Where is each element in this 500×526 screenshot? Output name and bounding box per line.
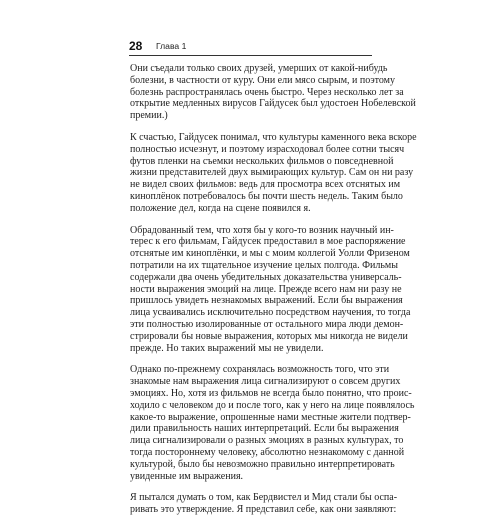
text-line: ности выражения эмоций на лице. Прежде всего нам ни разу не xyxy=(130,283,402,295)
text-line: лица усваивались исключительно посредством научения, то тогда xyxy=(130,307,411,319)
text-line: потратили на их тщательное изучение целых полгода. Фильмы xyxy=(130,259,398,271)
text-line: знакомые нам выражения лица сигнализируют о совсем других xyxy=(130,376,401,388)
text-line: дили правильность наших интерпретаций. Если бы выражения xyxy=(130,423,399,435)
text-line: ходило с человеком до и после того, как у него на лице появлялось xyxy=(130,399,415,411)
chapter-label: Глава 1 xyxy=(156,41,187,51)
text-line: открытие медленных вирусов Гайдусек был удостоен Нобелевской xyxy=(130,98,416,110)
text-line: Они съедали только своих друзей, умерших от какой-нибудь xyxy=(130,63,388,74)
running-head xyxy=(129,39,372,53)
text-line: полностью исчезнут, и поэтому израсходовал более сотни тысяч xyxy=(130,143,405,155)
text-line: киноплёнок потребовалось бы почти шесть недель. Таким было xyxy=(130,190,403,202)
text-line: эмоциях. Но, хотя из фильмов не всегда было понятно, что проис- xyxy=(130,387,412,399)
text-line: прежде. Но таких выражений мы не увидели. xyxy=(130,342,324,354)
text-line: Я пытался думать о том, как Бердвистел и Мид стали бы оспа- xyxy=(130,492,398,504)
text-line: содержали два очень убедительных доказательства универсаль- xyxy=(130,271,402,283)
page-number: 28 xyxy=(129,39,143,53)
text-line: болезни, в частности от куру. Они ели мясо сырым, и поэтому xyxy=(130,74,396,86)
text-line: Однако по-прежнему сохранялась возможность того, что эти xyxy=(130,364,390,376)
paragraph xyxy=(130,63,416,122)
text-line: положение дел, когда на сцене появился я. xyxy=(130,202,311,214)
paragraph xyxy=(130,224,411,355)
text-line: пришлось увидеть незнакомых выражений. Если бы выражения xyxy=(130,295,403,307)
text-line: футов пленки на съемки нескольких фильмов о повседневной xyxy=(130,155,394,167)
text-line: терес к его фильмам, Гайдусек предоставил в мое распоряжение xyxy=(130,236,406,248)
text-line: какое-то выражение, опрошенные нами местные жители подтвер- xyxy=(130,411,411,423)
text-line: Обрадованный тем, что хотя бы у кого-то возник научный ин- xyxy=(130,224,394,236)
text-line: увиденные им выражения. xyxy=(130,470,244,482)
text-line: болезнь распространялась очень быстро. Через несколько лет за xyxy=(130,86,404,98)
text-line: премии.) xyxy=(130,110,168,122)
header-rule xyxy=(129,55,372,56)
text-line: ривать это утверждение. Я представил себе, как они заявляют: xyxy=(130,504,397,516)
paragraph xyxy=(130,492,398,516)
text-line: культурой, было бы невозможно правильно интерпретировать xyxy=(130,458,395,470)
text-line: лица сигнализировали о разных эмоциях в разных культурах, то xyxy=(130,435,404,447)
paragraph xyxy=(130,364,415,482)
text-line: эти полностью изолированные от остального мира люди демон- xyxy=(130,318,404,330)
text-line: не видел своих фильмов: ведь для просмотра всех отснятых им xyxy=(130,179,401,191)
text-line: К счастью, Гайдусек понимал, что культуры каменного века вскоре xyxy=(130,131,417,143)
body-text xyxy=(130,63,417,526)
text-line: жизни представителей двух вымирающих культур. Сам он ни разу xyxy=(130,167,414,179)
paragraph xyxy=(130,131,417,215)
text-line: отснятые им киноплёнки, и мы с моим коллегой Уолли Фризеном xyxy=(130,248,410,260)
text-line: тогда постороннему человеку, абсолютно незнакомому с данной xyxy=(130,446,405,458)
text-line: стрировали бы новые выражения, которых мы никогда не видели xyxy=(130,330,408,342)
